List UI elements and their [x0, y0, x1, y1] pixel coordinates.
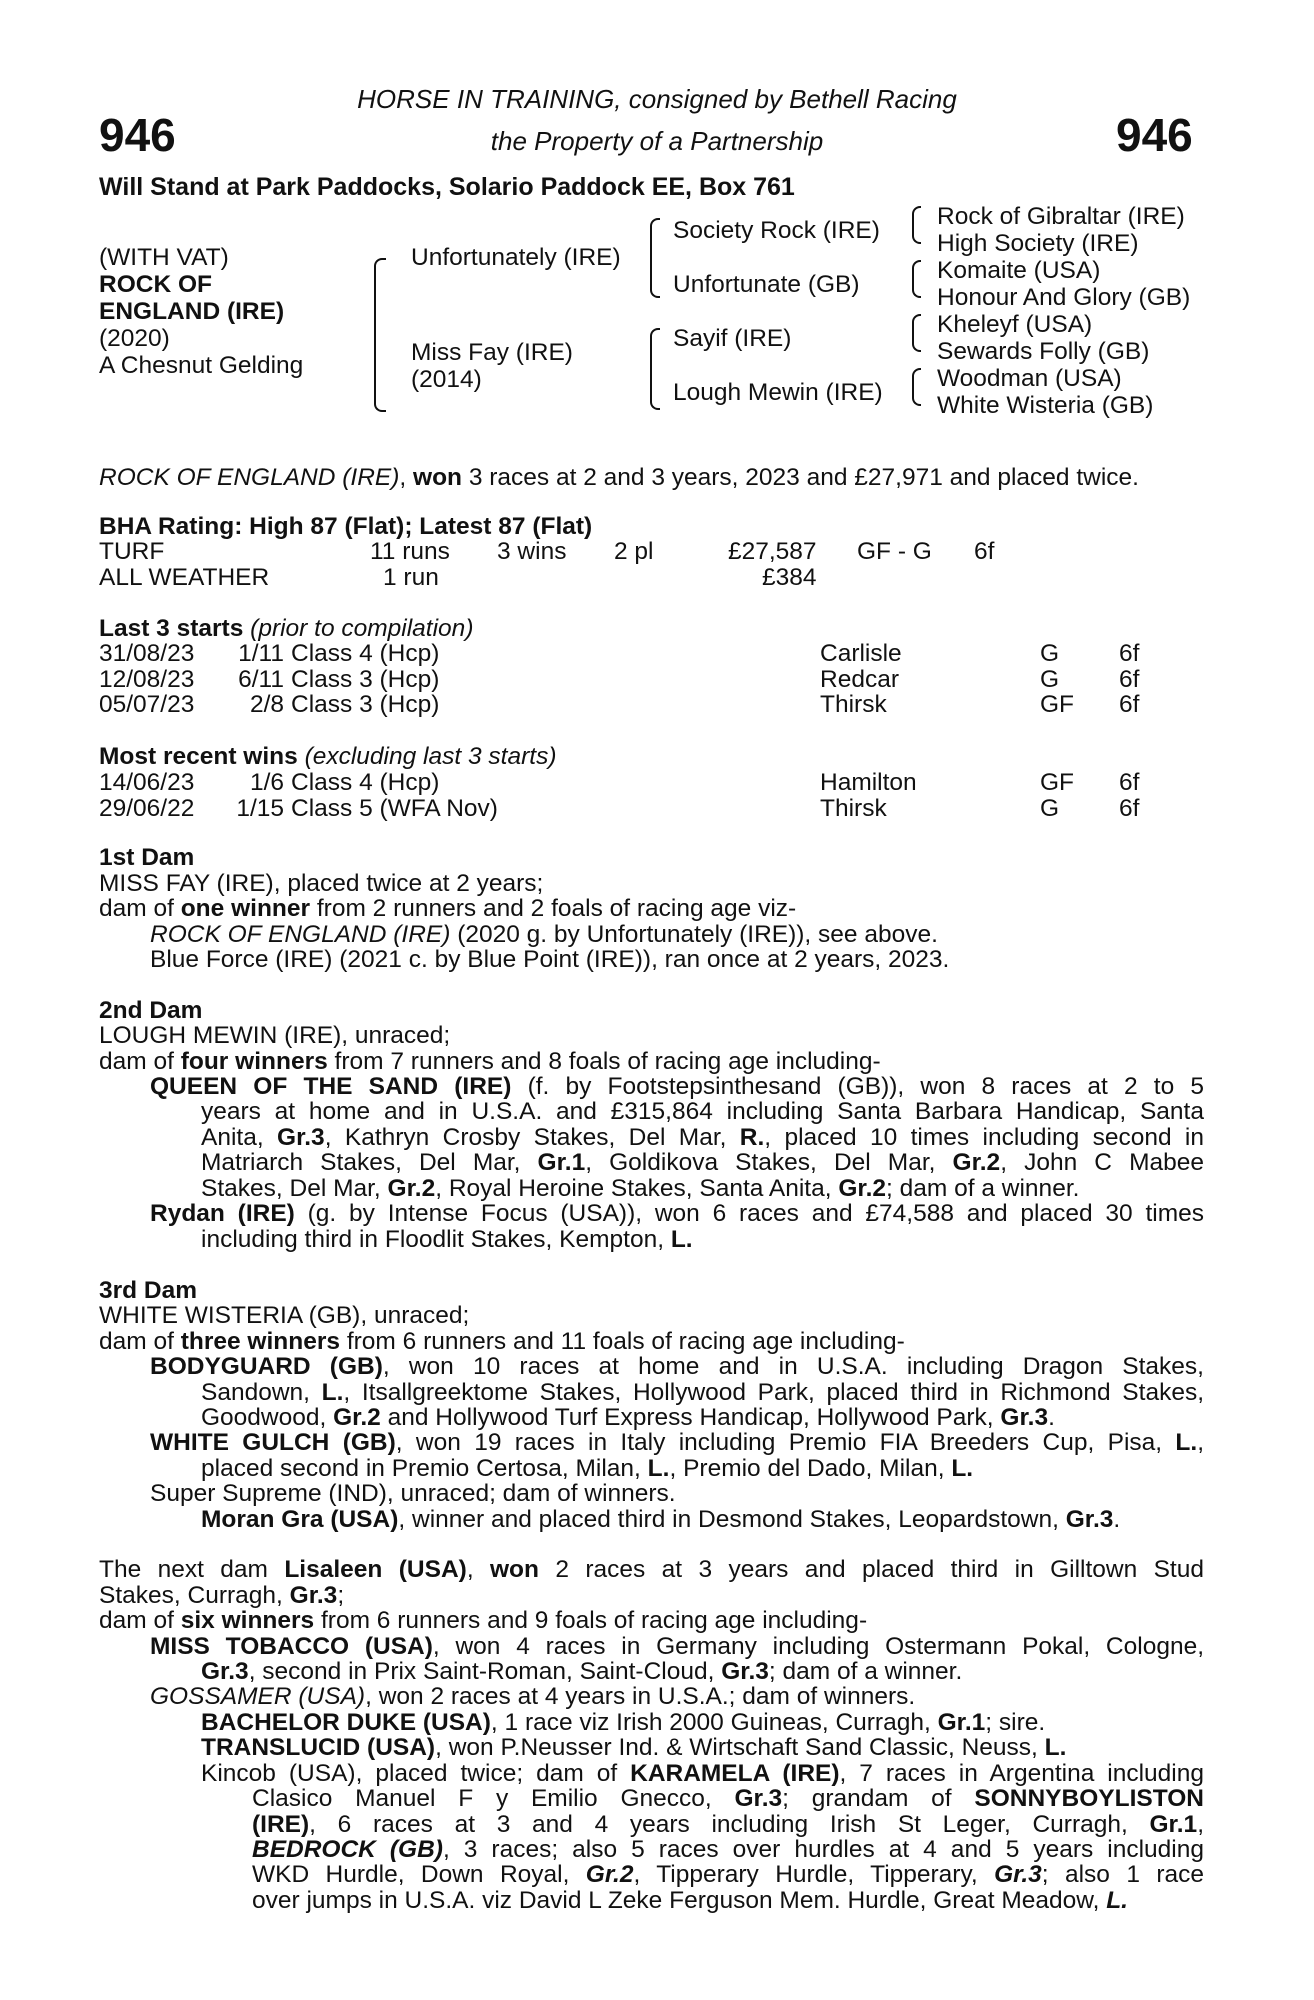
- recent-title: Most recent wins: [99, 743, 298, 770]
- text: , winner and placed third in Desmond Stakes, Leopardstown,: [398, 1506, 1066, 1533]
- rating-aw-prize: £384: [762, 564, 817, 591]
- last3-note: (prior to compilation): [250, 615, 474, 642]
- dam3-supreme: Super Supreme (IND), unraced; dam of winners.: [150, 1480, 676, 1507]
- last3-row-cls: Class 3 (Hcp): [291, 665, 440, 693]
- dam3-bodyguard-line3: [201, 1405, 1055, 1431]
- text: from 6 runners and 9 foals of racing age including-: [314, 1607, 868, 1634]
- recent-row-pos: 1/6: [249, 769, 284, 796]
- last3-row-date: 31/08/23: [99, 640, 195, 667]
- last3-heading: [99, 616, 473, 642]
- text: .: [1113, 1506, 1121, 1533]
- text: over jumps in U.S.A. viz David L Zeke Ferguson Mem. Hurdle, Great Meadow,: [252, 1887, 1107, 1914]
- next-kincob-line1: [201, 1761, 1204, 1787]
- pedigree-dam-sire: Sayif (IRE): [673, 325, 792, 352]
- text: , Premio del Dado, Milan,: [669, 1455, 952, 1482]
- lot-number-left: 946: [99, 109, 176, 161]
- text: one winner: [180, 895, 311, 922]
- text: six winners: [180, 1607, 315, 1634]
- text: and Hollywood Turf Express Handicap, Hollywood Park,: [380, 1404, 1001, 1431]
- text: , Goldikova Stakes, Del Mar,: [585, 1149, 953, 1176]
- text: , won 2 races at 4 years in U.S.A.; dam of winners.: [365, 1683, 916, 1710]
- last3-row-course: Carlisle: [820, 640, 902, 667]
- text: Gr.3: [201, 1658, 249, 1685]
- next-kincob-line2: [252, 1786, 1204, 1812]
- text: , second in Prix Saint-Roman, Saint-Cloud,: [248, 1658, 722, 1685]
- pedigree-sire-sire: Society Rock (IRE): [673, 217, 880, 244]
- text: ; dam of a winner.: [886, 1175, 1080, 1202]
- next-tobacco-line2: [201, 1659, 962, 1685]
- next-kincob-line6: [252, 1888, 1128, 1914]
- text: SONNYBOYLISTON: [974, 1785, 1204, 1812]
- text: The next dam: [99, 1556, 285, 1583]
- last3-row-dist: 6f: [1119, 640, 1140, 667]
- text: , 7 races in Argentina including: [839, 1760, 1204, 1787]
- pedigree-dam-dam: Lough Mewin (IRE): [673, 379, 883, 406]
- dam3-line1: WHITE WISTERIA (GB), unraced;: [99, 1302, 470, 1329]
- text: dam of: [99, 895, 181, 922]
- recent-row-date: 29/06/22: [99, 794, 195, 822]
- text: , Kathryn Crosby Stakes, Del Mar,: [324, 1124, 740, 1151]
- text: Gr.3: [734, 1785, 783, 1812]
- text: GOSSAMER (USA): [150, 1683, 366, 1710]
- text: QUEEN OF THE SAND (IRE): [150, 1073, 512, 1100]
- text: MISS TOBACCO (USA): [150, 1633, 433, 1660]
- text: (IRE): [252, 1811, 310, 1838]
- text: L.: [647, 1455, 670, 1482]
- dam1-line4: Blue Force (IRE) (2021 c. by Blue Point (IRE)), ran once at 2 years, 2023.: [150, 946, 950, 973]
- next-translucid: [201, 1735, 1066, 1761]
- text: Gr.2: [585, 1861, 634, 1888]
- text: ; also 1 race: [1041, 1861, 1204, 1888]
- dam3-bodyguard-line1: [150, 1354, 1204, 1380]
- text: ; grandam of: [782, 1785, 975, 1812]
- summary-rest: 3 races at 2 and 3 years, 2023 and £27,971 and placed twice.: [468, 464, 1139, 491]
- pedigree-dsd: Sewards Folly (GB): [937, 338, 1150, 365]
- recent-row-course: Thirsk: [820, 794, 887, 822]
- last3-row-pos: 6/11: [238, 665, 284, 693]
- next-gossamer: [150, 1684, 915, 1710]
- text: including third in Floodlit Stakes, Kempton,: [201, 1226, 671, 1253]
- text: , Itsallgreektome Stakes, Hollywood Park, placed third in Richmond Stakes,: [343, 1379, 1204, 1406]
- text: Anita,: [201, 1124, 278, 1151]
- text: L.: [670, 1226, 693, 1253]
- pedigree-dds: Woodman (USA): [937, 365, 1122, 392]
- text: Stakes, Del Mar,: [201, 1175, 388, 1202]
- text: Gr.1: [537, 1149, 586, 1176]
- pedigree-dss: Kheleyf (USA): [937, 311, 1093, 338]
- pedigree-brace-1: [374, 258, 386, 412]
- text: Gr.2: [838, 1175, 887, 1202]
- recent-row-dist: 6f: [1119, 769, 1140, 796]
- horse-description: A Chesnut Gelding: [99, 352, 304, 379]
- text: won: [490, 1556, 539, 1583]
- text: from 7 runners and 8 foals of racing age including-: [327, 1048, 881, 1075]
- text: from 6 runners and 11 foals of racing age including-: [340, 1328, 905, 1355]
- text: WKD Hurdle, Down Royal,: [252, 1861, 586, 1888]
- text: Gr.3: [1000, 1404, 1049, 1431]
- text: BODYGUARD (GB): [150, 1353, 383, 1380]
- rating-turf-surface: TURF: [99, 538, 165, 565]
- text: L.: [1044, 1734, 1067, 1761]
- text: Gr.3: [994, 1861, 1042, 1888]
- text: , won 19 races in Italy including Premio FIA Breeders Cup, Pisa,: [395, 1429, 1176, 1456]
- pedigree-dam-year: (2014): [411, 366, 482, 393]
- last3-row-cls: Class 4 (Hcp): [291, 640, 440, 667]
- dam2-queen-line3: [201, 1125, 1204, 1151]
- recent-row-dist: 6f: [1119, 794, 1140, 822]
- dam1-line3: [150, 922, 938, 948]
- last3-row-going: G: [1040, 665, 1060, 693]
- pedigree-sss: Rock of Gibraltar (IRE): [937, 203, 1185, 230]
- recent-note: (excluding last 3 starts): [304, 743, 557, 770]
- text: KARAMELA (IRE): [630, 1760, 840, 1787]
- dam1-line2: [99, 896, 796, 922]
- text: from 2 runners and 2 foals of racing age viz-: [310, 895, 797, 922]
- text: (2020 g. by Unfortunately (IRE)), see above.: [450, 921, 938, 948]
- text: ROCK OF ENGLAND (IRE): [150, 921, 451, 948]
- dam3-line2: [99, 1329, 905, 1355]
- text: WHITE GULCH (GB): [150, 1429, 396, 1456]
- rating-turf-runs: 11 runs: [370, 538, 450, 565]
- dam2-queen-line2: [201, 1099, 1204, 1125]
- text: Gr.1: [937, 1709, 986, 1736]
- rating-turf-wins: 3 wins: [497, 538, 567, 565]
- text: Gr.2: [952, 1149, 1001, 1176]
- rating-aw-runs: 1 run: [383, 564, 439, 591]
- last3-row-dist: 6f: [1119, 691, 1140, 718]
- next-dam-line1: [99, 1557, 1204, 1583]
- dam2-rydan-line1: [150, 1201, 1204, 1227]
- recent-row-cls: Class 4 (Hcp): [291, 769, 440, 796]
- stand-location: Will Stand at Park Paddocks, Solario Paddock EE, Box 761: [99, 173, 795, 201]
- text: placed second in Premio Certosa, Milan,: [201, 1455, 648, 1482]
- pedigree-dam: Miss Fay (IRE): [411, 339, 573, 366]
- next-kincob-line4: [252, 1837, 1204, 1863]
- summary-name: ROCK OF ENGLAND (IRE): [99, 464, 400, 491]
- text: (g. by Intense Focus (USA)), won 6 races and £74,588 and placed 30 times: [294, 1200, 1204, 1227]
- recent-row-pos: 1/15: [236, 794, 284, 822]
- text: , 6 races at 3 and 4 years including Irish St Leger, Curragh,: [309, 1811, 1150, 1838]
- text: Lisaleen (USA): [284, 1556, 467, 1583]
- text: Goodwood,: [201, 1404, 334, 1431]
- dam2-line2: [99, 1049, 881, 1075]
- last3-row-going: GF: [1040, 691, 1075, 718]
- text: ,: [1197, 1811, 1204, 1838]
- text: , won P.Neusser Ind. & Wirtschaft Sand Classic, Neuss,: [435, 1734, 1045, 1761]
- text: , won 4 races in Germany including Ostermann Pokal, Cologne,: [432, 1633, 1205, 1660]
- dam2-queen-line5: [201, 1176, 1079, 1202]
- text: Gr.2: [333, 1404, 381, 1431]
- recent-row-date: 14/06/23: [99, 769, 195, 796]
- last3-row-going: G: [1040, 640, 1060, 667]
- rating-turf-pl: 2 pl: [614, 538, 654, 565]
- dam2-queen-line1: [150, 1074, 1204, 1100]
- text: Rydan (IRE): [150, 1200, 295, 1227]
- text: Gr.3: [1065, 1506, 1114, 1533]
- text: Moran Gra (USA): [201, 1506, 399, 1533]
- text: L.: [1175, 1429, 1198, 1456]
- text: .: [1048, 1404, 1055, 1431]
- summary-won: won: [413, 464, 463, 491]
- last3-row-date: 12/08/23: [99, 665, 195, 693]
- pedigree-sds: Komaite (USA): [937, 257, 1101, 284]
- recent-row-going: G: [1040, 794, 1060, 822]
- pedigree-brace-3d: [912, 368, 921, 406]
- text: ,: [466, 1556, 490, 1583]
- text: Gr.3: [721, 1658, 769, 1685]
- text: R.: [739, 1124, 765, 1151]
- last3-row-pos: 1/11: [238, 640, 284, 667]
- pedigree-sire: Unfortunately (IRE): [411, 244, 621, 271]
- last3-row-cls: Class 3 (Hcp): [291, 691, 440, 718]
- dam3-title: 3rd Dam: [99, 1277, 198, 1304]
- header-line2: the Property of a Partnership: [490, 126, 824, 156]
- vat-note: (WITH VAT): [99, 244, 229, 271]
- dam2-queen-line4: [201, 1150, 1204, 1176]
- header-line1: HORSE IN TRAINING, consigned by Bethell Racing: [357, 84, 957, 114]
- pedigree-sire-dam: Unfortunate (GB): [673, 271, 860, 298]
- text: Sandown,: [201, 1379, 322, 1406]
- text: (f. by Footstepsinthesand (GB)), won 8 races at 2 to 5: [511, 1073, 1204, 1100]
- dam3-gulch-line1: [150, 1430, 1204, 1456]
- text: L.: [951, 1455, 974, 1482]
- text: Gr.1: [1149, 1811, 1198, 1838]
- horse-name-line2: ENGLAND (IRE): [99, 298, 285, 325]
- dam2-rydan-line2: [201, 1227, 693, 1253]
- recent-row-course: Hamilton: [820, 769, 917, 796]
- pedigree-brace-3a: [912, 206, 921, 244]
- text: L.: [321, 1379, 344, 1406]
- dam3-gulch-line2: [201, 1456, 973, 1482]
- text: , won 10 races at home and in U.S.A. including Dragon Stakes,: [382, 1353, 1204, 1380]
- pedigree-ddd: White Wisteria (GB): [937, 392, 1154, 419]
- lot-number-right: 946: [1116, 109, 1193, 161]
- rating-aw-surface: ALL WEATHER: [99, 564, 270, 591]
- text: ; dam of a winner.: [768, 1658, 963, 1685]
- last3-row-dist: 6f: [1119, 665, 1140, 693]
- text: , placed 10 times including second in: [764, 1124, 1204, 1151]
- text: ,: [1197, 1429, 1204, 1456]
- text: , John C Mabee: [1000, 1149, 1204, 1176]
- recent-heading: [99, 744, 556, 770]
- recent-row-cls: Class 5 (WFA Nov): [291, 794, 498, 822]
- text: Stakes, Curragh,: [99, 1582, 290, 1609]
- rating-turf-going: GF - G: [857, 538, 932, 565]
- text: , 3 races; also 5 races over hurdles at 4 and 5 years including: [442, 1836, 1204, 1863]
- pedigree-sdd: Honour And Glory (GB): [937, 284, 1191, 311]
- text: dam of: [99, 1048, 181, 1075]
- pedigree-ssd: High Society (IRE): [937, 230, 1139, 257]
- text: Gr.3: [289, 1582, 338, 1609]
- text: dam of: [99, 1328, 181, 1355]
- text: ; sire.: [985, 1709, 1046, 1736]
- text: Matriarch Stakes, Del Mar,: [201, 1149, 538, 1176]
- text: BEDROCK (GB): [252, 1836, 443, 1863]
- horse-year: (2020): [99, 325, 170, 352]
- text: 2 races at 3 years and placed third in Gilltown Stud: [539, 1556, 1204, 1583]
- last3-title: Last 3 starts: [99, 615, 244, 642]
- last3-row-pos: 2/8: [249, 691, 284, 718]
- horse-name-line1: ROCK OF: [99, 271, 212, 298]
- pedigree-brace-3b: [912, 260, 921, 298]
- dam2-title: 2nd Dam: [99, 997, 203, 1024]
- text: , Royal Heroine Stakes, Santa Anita,: [435, 1175, 839, 1202]
- text: Gr.3: [277, 1124, 325, 1151]
- last3-row-date: 05/07/23: [99, 691, 195, 718]
- dam3-moran: [201, 1507, 1120, 1533]
- next-tobacco-line1: [150, 1634, 1204, 1660]
- rating-turf-prize: £27,587: [728, 538, 817, 565]
- text: ;: [337, 1582, 345, 1609]
- text: Gr.2: [387, 1175, 436, 1202]
- text: Clasico Manuel F y Emilio Gnecco,: [252, 1785, 735, 1812]
- text: four winners: [180, 1048, 328, 1075]
- last3-row-course: Thirsk: [820, 691, 887, 718]
- text: , 1 race viz Irish 2000 Guineas, Curragh,: [490, 1709, 938, 1736]
- next-dam-line2: [99, 1583, 344, 1609]
- pedigree-brace-2a: [650, 218, 660, 298]
- next-bachelor: [201, 1710, 1045, 1736]
- text: TRANSLUCID (USA): [201, 1734, 436, 1761]
- race-summary: ROCK OF ENGLAND (IRE), won 3 races at 2 and 3 years, 2023 and £27,971 and placed twice.: [99, 464, 1139, 491]
- text: , Tipperary Hurdle, Tipperary,: [633, 1861, 995, 1888]
- last3-row-course: Redcar: [820, 665, 899, 693]
- dam1-title: 1st Dam: [99, 844, 195, 871]
- dam3-bodyguard-line2: [201, 1380, 1204, 1406]
- recent-row-going: GF: [1040, 769, 1075, 796]
- next-kincob-line5: [252, 1862, 1204, 1888]
- rating-turf-dist: 6f: [974, 538, 995, 565]
- text: BACHELOR DUKE (USA): [201, 1709, 491, 1736]
- text: years at home and in U.S.A. and £315,864 including Santa Barbara Handicap, Santa: [201, 1098, 1204, 1125]
- next-dam-line3: [99, 1608, 867, 1634]
- pedigree-brace-2b: [650, 328, 660, 410]
- text: three winners: [180, 1328, 341, 1355]
- pedigree-brace-3c: [912, 314, 921, 352]
- dam1-line1: MISS FAY (IRE), placed twice at 2 years;: [99, 870, 544, 897]
- next-kincob-line3: [252, 1812, 1204, 1838]
- text: Kincob (USA), placed twice; dam of: [201, 1760, 631, 1787]
- dam2-line1: LOUGH MEWIN (IRE), unraced;: [99, 1022, 451, 1049]
- bha-rating-title: BHA Rating: High 87 (Flat); Latest 87 (Flat): [99, 513, 593, 540]
- text: L.: [1106, 1887, 1128, 1914]
- text: dam of: [99, 1607, 181, 1634]
